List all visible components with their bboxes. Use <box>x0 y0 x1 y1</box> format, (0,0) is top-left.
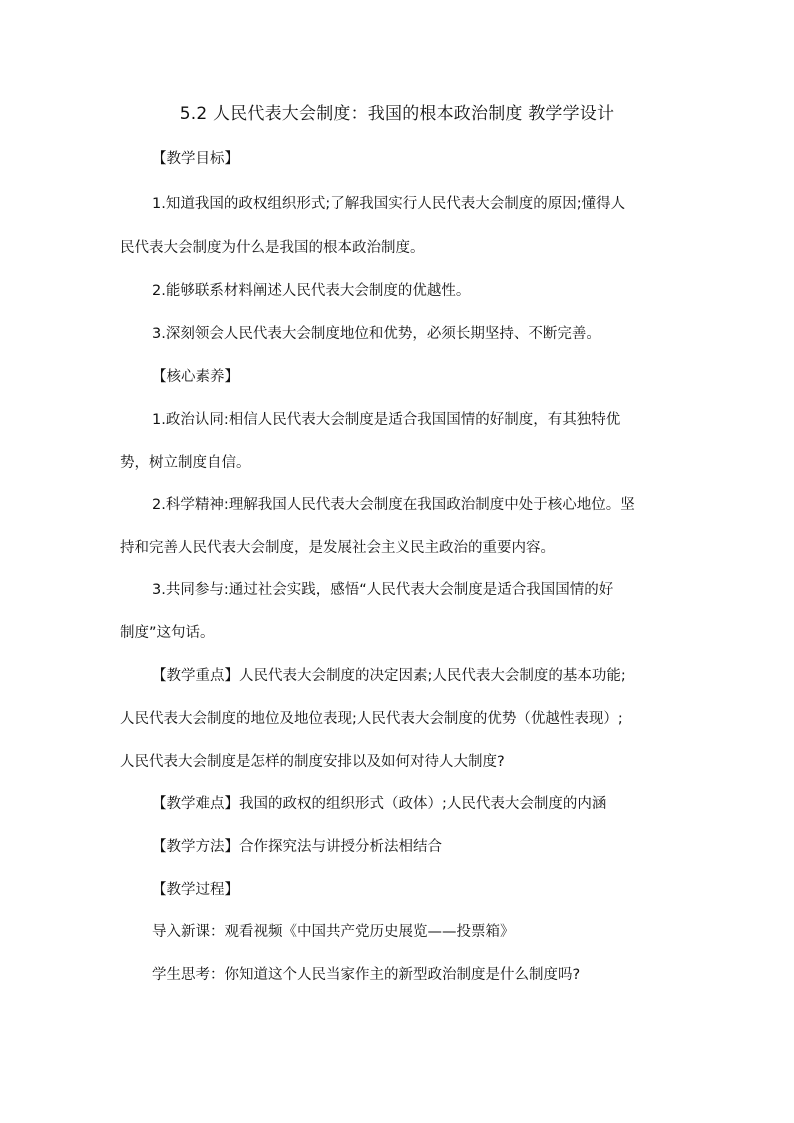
literacy-3-line-1: 3.共同参与:通过社会实践，感悟“人民代表大会制度是适合我国国情的好 <box>152 582 614 598</box>
literacy-3-line-2: 制度”这句话。 <box>120 625 215 641</box>
literacy-2-line-1: 2.科学精神:理解我国人民代表大会制度在我国政治制度中处于核心地位。坚 <box>152 497 635 513</box>
literacy-2-line-2: 持和完善人民代表大会制度，是发展社会主义民主政治的重要内容。 <box>120 540 555 556</box>
heading-teaching-objectives: 【教学目标】 <box>152 151 239 167</box>
heading-teaching-process: 【教学过程】 <box>152 882 239 898</box>
key-points-line-2: 人民代表大会制度的地位及地位表现;人民代表大会制度的优势（优越性表现）; <box>120 711 623 727</box>
objective-2: 2.能够联系材料阐述人民代表大会制度的优越性。 <box>152 283 471 299</box>
key-points-line-1: 【教学重点】人民代表大会制度的决定因素;人民代表大会制度的基本功能; <box>152 668 626 684</box>
objective-3: 3.深刻领会人民代表大会制度地位和优势，必须长期坚持、不断完善。 <box>152 326 601 342</box>
document-title: 5.2 人民代表大会制度：我国的根本政治制度 教学学设计 <box>179 104 615 124</box>
difficult-points: 【教学难点】我国的政权的组织形式（政体）;人民代表大会制度的内涵 <box>152 796 607 812</box>
literacy-1-line-1: 1.政治认同:相信人民代表大会制度是适合我国国情的好制度，有其独特优 <box>152 412 621 428</box>
objective-1-line-2: 民代表大会制度为什么是我国的根本政治制度。 <box>120 240 425 256</box>
literacy-1-line-2: 势，树立制度自信。 <box>120 455 251 471</box>
teaching-methods: 【教学方法】合作探究法与讲授分析法相结合 <box>152 839 442 855</box>
key-points-line-3: 人民代表大会制度是怎样的制度安排以及如何对待人大制度? <box>120 754 505 770</box>
heading-core-literacy: 【核心素养】 <box>152 369 239 385</box>
objective-1-line-1: 1.知道我国的政权组织形式;了解我国实行人民代表大会制度的原因;懂得人 <box>152 196 626 212</box>
student-thinking: 学生思考：你知道这个人民当家作主的新型政治制度是什么制度吗? <box>152 967 581 983</box>
lesson-introduction: 导入新课：观看视频《中国共产党历史展览——投票箱》 <box>152 924 515 940</box>
